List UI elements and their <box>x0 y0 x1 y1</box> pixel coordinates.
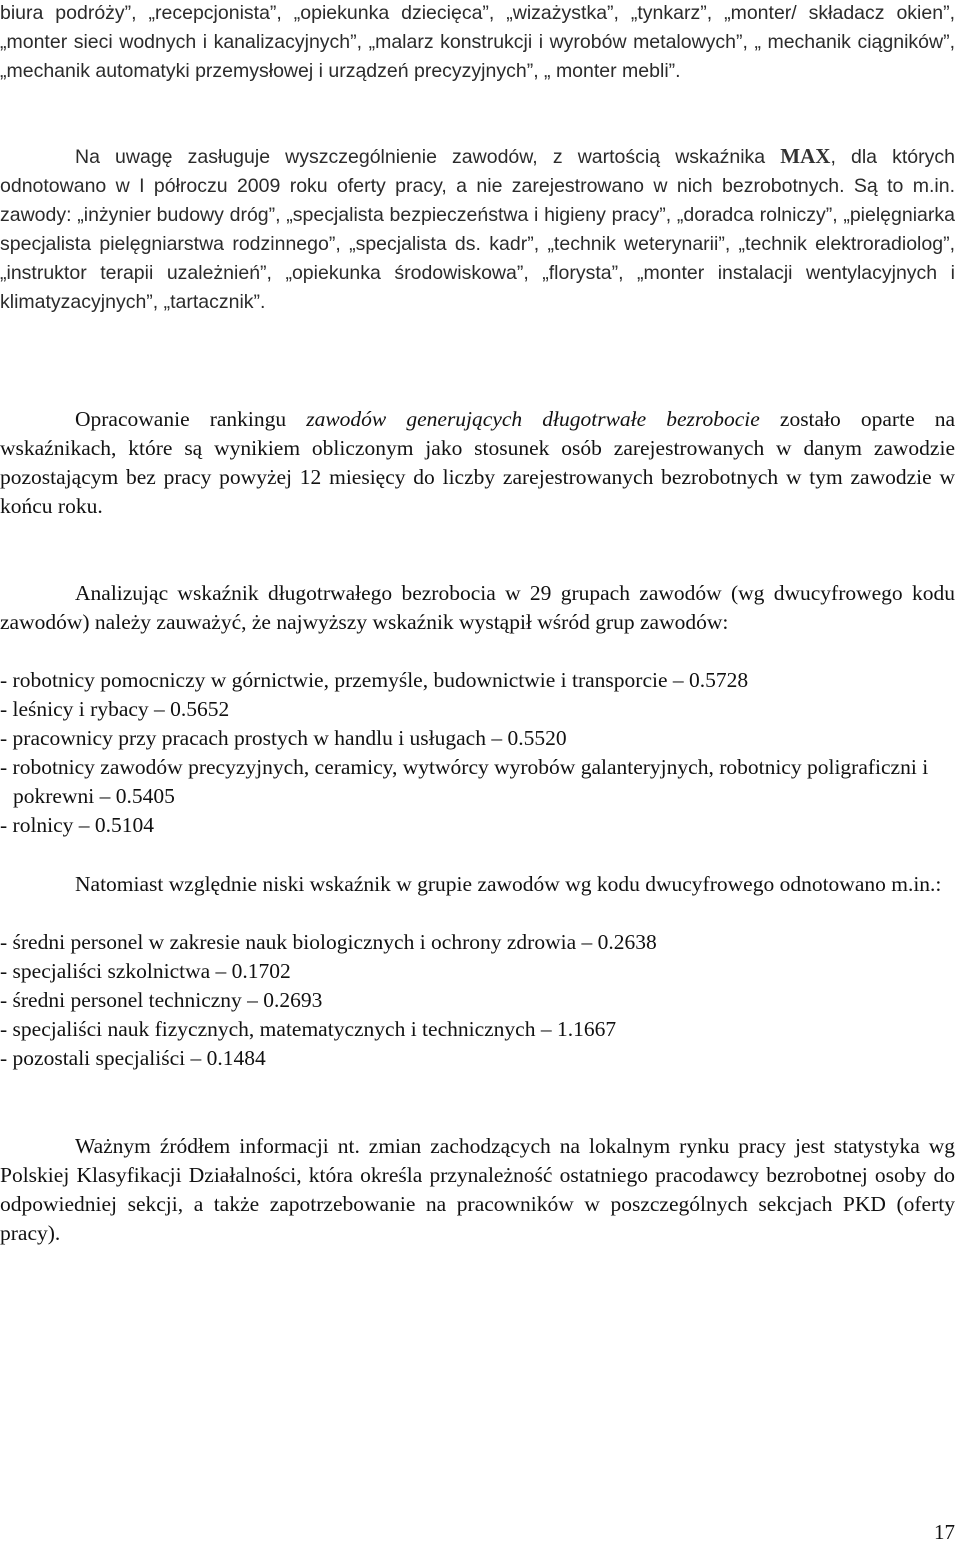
list-item: - rolnicy – 0.5104 <box>0 813 155 837</box>
long-term-unemployment-term: zawodów generujących długotrwałe bezrobocie <box>306 407 760 431</box>
highest-indicator-list <box>0 666 955 840</box>
list-item: - specjaliści nauk fizycznych, matematycznych i technicznych – 1.1667 <box>0 1017 617 1041</box>
paragraph-pkd-statistics: Ważnym źródłem informacji nt. zmian zachodzących na lokalnym rynku pracy jest statystyka wg Polskiej Klasyfikacji Działalności, która określa przynależność ostatniego pracodawcy bezrobotnej osoby do odpowiedniej sekcji, a także zapotrzebowanie na pracowników w poszczególnych sekcjach PKD (oferty pracy). <box>0 1134 955 1245</box>
paragraph-ranking-text-after: zostało oparte na wskaźnikach, które są wynikiem obliczonym jako stosunek osób zarejestrowanych w danym zawodzie pozostającym bez pracy powyżej 12 miesięcy do liczby zarejestrowanych bezrobotnych w tym zawodzie w końcu roku. <box>0 407 955 518</box>
paragraph-continued-occupations: biura podróży”, „recepcjonista”, „opiekunka dziecięca”, „wizażystka”, „tynkarz”, „monter/ składacz okien”, „monter sieci wodnych i kanalizacyjnych”, „malarz konstrukcji i wyrobów metalowych”, „ mechanik ciągników”, „mechanik automatyki przemysłowej i urządzeń precyzyjnych”, „ monter mebli”. <box>0 2 955 82</box>
list-item: - średni personel w zakresie nauk biologicznych i ochrony zdrowia – 0.2638 <box>0 930 657 954</box>
list-item: - robotnicy pomocniczy w górnictwie, przemyśle, budownictwie i transporcie – 0.5728 <box>0 668 749 692</box>
list-item: - średni personel techniczny – 0.2693 <box>0 988 323 1012</box>
list-item: - specjaliści szkolnictwa – 0.1702 <box>0 959 291 983</box>
list-item: - robotnicy zawodów precyzyjnych, ceramicy, wytwórcy wyrobów galanteryjnych, robotnicy poligraficzni i pokrewni – 0.5405 <box>0 755 929 808</box>
paragraph-max-indicator <box>0 142 955 317</box>
paragraph-analysis: Analizując wskaźnik długotrwałego bezrobocia w 29 grupach zawodów (wg dwucyfrowego kodu zawodów) należy zauważyć, że najwyższy wskaźnik wystąpił wśród grup zawodów: <box>0 581 955 634</box>
paragraph-low-indicator: Natomiast względnie niski wskaźnik w grupie zawodów wg kodu dwucyfrowego odnotowano m.in.: <box>75 872 942 896</box>
lowest-indicator-list <box>0 928 955 1073</box>
paragraph-max-text-after: , dla których odnotowano w I półroczu 2009 roku oferty pracy, a nie zarejestrowano w nich bezrobotnych. Są to m.in. zawody: „inżynier budowy dróg”, „specjalista bezpieczeństwa i higieny pracy”, „doradca rolniczy”, „pielęgniarka specjalista pielęgniarstwa rodzinnego”, „specjalista ds. kadr”, „technik weterynarii”, „technik elektroradiolog”, „instruktor terapii uzależnień”, „opiekunka środowiskowa”, „florysta”, „monter instalacji wentylacyjnych i klimatyzacyjnych”, „tartacznik”. <box>0 146 955 313</box>
list-item: - pracownicy przy pracach prostych w handlu i usługach – 0.5520 <box>0 726 567 750</box>
paragraph-max-text-before: Na uwagę zasługuje wyszczególnienie zawodów, z wartością wskaźnika <box>75 146 781 168</box>
list-item: - leśnicy i rybacy – 0.5652 <box>0 697 230 721</box>
max-keyword: MAX <box>780 144 831 168</box>
paragraph-ranking-method <box>0 405 955 521</box>
list-item: - pozostali specjaliści – 0.1484 <box>0 1046 266 1070</box>
page-number: 17 <box>934 1520 955 1544</box>
paragraph-ranking-text-before: Opracowanie rankingu <box>75 407 307 431</box>
